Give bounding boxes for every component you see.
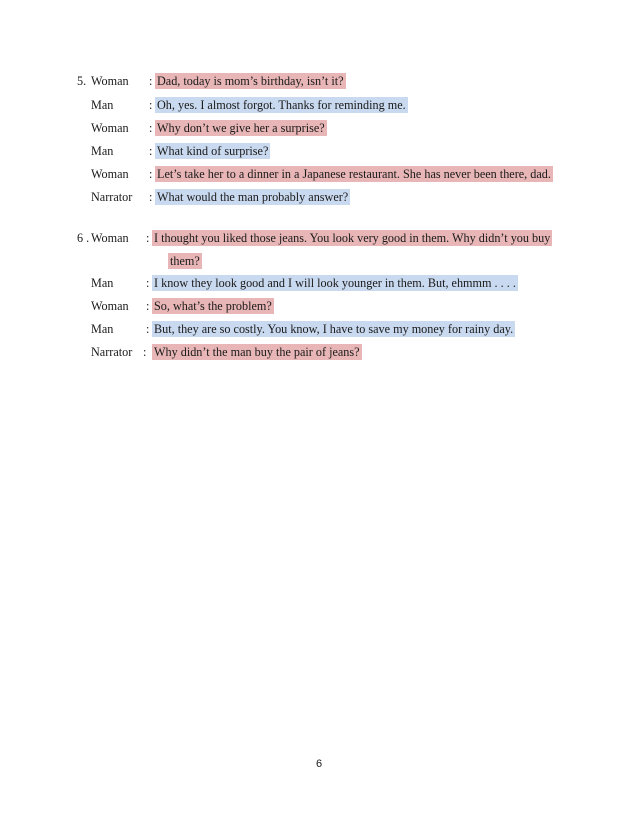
dialogue-text: What would the man probably answer? <box>157 190 349 204</box>
dialogue-text: So, what’s the problem? <box>154 299 272 313</box>
colon: : <box>149 121 153 135</box>
colon: : <box>149 144 153 158</box>
speaker-label: Man <box>91 322 114 336</box>
colon: : <box>143 345 147 359</box>
colon: : <box>146 231 150 245</box>
speaker-label: Woman <box>91 74 129 88</box>
colon: : <box>146 299 150 313</box>
speaker-label: Narrator <box>91 345 133 359</box>
colon: : <box>146 276 150 290</box>
dialogue-text: But, they are so costly. You know, I have to save my money for rainy day. <box>154 322 514 336</box>
dialogue-text: I thought you liked those jeans. You look very good in them. Why didn’t you buy <box>154 231 551 245</box>
dialogue-text-continuation: them? <box>170 254 200 268</box>
colon: : <box>146 322 150 336</box>
colon: : <box>149 167 153 181</box>
dialogue-text: Oh, yes. I almost forgot. Thanks for reminding me. <box>157 98 406 112</box>
speaker-label: Woman <box>91 121 129 135</box>
colon: : <box>149 190 153 204</box>
page-number: 6 <box>315 758 323 770</box>
speaker-label: Woman <box>91 231 129 245</box>
speaker-label: Man <box>91 276 114 290</box>
dialogue-text: What kind of surprise? <box>157 144 269 158</box>
colon: : <box>149 98 153 112</box>
dialogue-text: Dad, today is mom’s birthday, isn’t it? <box>157 74 344 88</box>
dialogue-number: 5. <box>77 74 87 88</box>
speaker-label: Woman <box>91 299 129 313</box>
speaker-label: Woman <box>91 167 129 181</box>
dialogue-text: Why don’t we give her a surprise? <box>157 121 325 135</box>
speaker-label: Man <box>91 144 114 158</box>
dialogue-text: I know they look good and I will look younger in them. But, ehmmm . . . . <box>154 276 516 290</box>
speaker-label: Man <box>91 98 114 112</box>
dialogue-text: Let’s take her to a dinner in a Japanese restaurant. She has never been there, dad. <box>157 167 551 181</box>
speaker-label: Narrator <box>91 190 133 204</box>
dialogue-text: Why didn’t the man buy the pair of jeans? <box>154 345 360 359</box>
dialogue-number: 6 . <box>77 231 90 245</box>
colon: : <box>149 74 153 88</box>
